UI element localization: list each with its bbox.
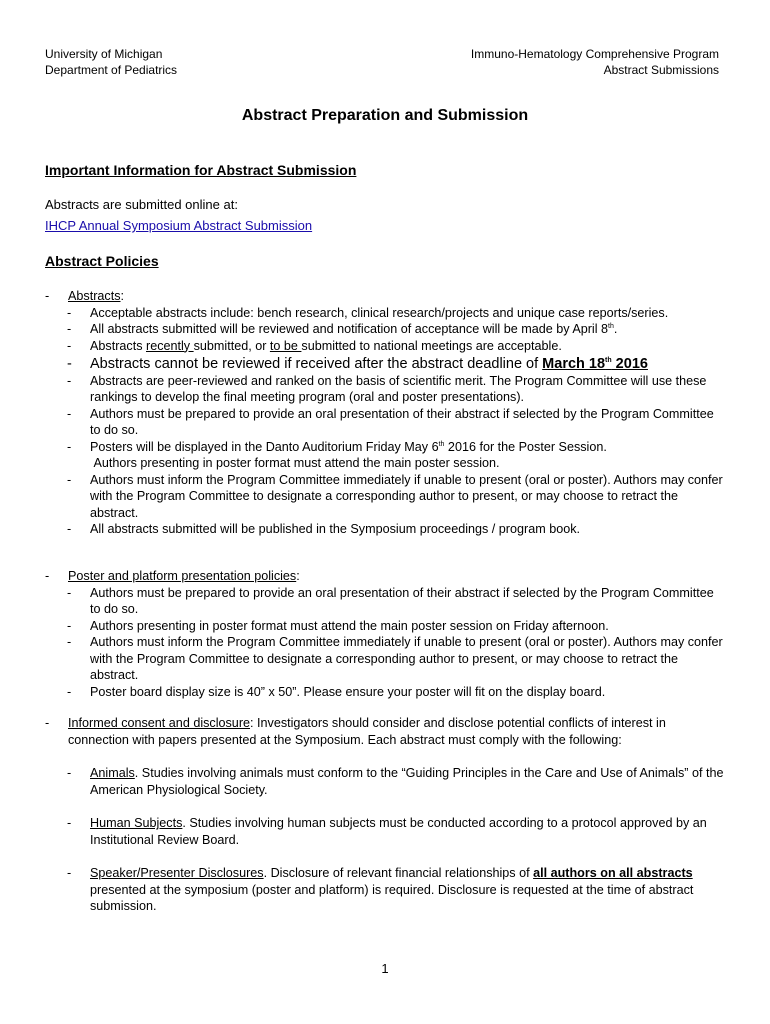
list-item: - Authors must be prepared to provide an oral presentation of their abstract if selected by the Program Committee to do so. — [67, 585, 714, 616]
speaker-disclosure-item: - Speaker/Presenter Disclosures. Disclosure of relevant financial relationships of all authors on all abstracts presented at the symposium (poster and platform) is required. Disclosure is requested at the time of abstract submission. — [67, 866, 694, 913]
section-heading-policies: Abstract Policies — [45, 253, 159, 269]
page-title: Abstract Preparation and Submission — [241, 107, 529, 124]
header-program: Immuno-Hematology Comprehensive Program — [470, 47, 719, 61]
deadline-date: March 18 — [542, 356, 606, 372]
list-item: - Authors must inform the Program Committee immediately if unable to present (oral or poster). Authors may confer with the Program Committee to designate a corresponding author to present, or may choose to retract the abstract. — [67, 635, 723, 682]
list-item: - All abstracts submitted will be published in the Symposium proceedings / program book. — [67, 522, 581, 536]
list-item: - Abstracts recently submitted, or to be submitted to national meetings are acceptable. — [67, 338, 562, 353]
list-item: - Posters will be displayed in the Danto Auditorium Friday May 6th 2016 for the Poster Session. Authors presenting in poster format must attend the main poster session. — [67, 439, 607, 470]
header-left — [45, 46, 177, 78]
abstracts-label: Abstracts — [68, 289, 121, 303]
list-item: - Poster board display size is 40” x 50”. Please ensure your poster will fit on the display board. — [67, 684, 606, 699]
animals-item: - Animals. Studies involving animals must conform to the “Guiding Principles in the Care and Use of Animals” of the American Physiological Society. — [67, 766, 724, 797]
poster-label: Poster and platform presentation policies — [68, 569, 297, 583]
poster-block — [45, 568, 725, 700]
page-number: 1 — [381, 961, 389, 976]
header-right — [471, 46, 719, 78]
header-department: Department of Pediatrics — [45, 63, 178, 77]
list-item: - Authors must inform the Program Committee immediately if unable to present (oral or poster). Authors may confer with the Program Committee to designate a corresponding author to present, or may choose to retract the abstract. — [67, 472, 723, 520]
submission-intro: Abstracts are submitted online at: — [45, 197, 238, 212]
consent-item: - Informed consent and disclosure: Investigators should consider and disclose potential conflicts of interest in connection with papers presented at the Symposium. Each abstract must comply with the following: — [45, 716, 666, 747]
abstracts-item: - Abstracts: — [45, 289, 124, 303]
submission-link-wrap — [45, 218, 312, 233]
list-item: - Authors presenting in poster format must attend the main poster session on Friday afternoon. — [67, 618, 609, 633]
human-subjects-item: - Human Subjects. Studies involving human subjects must be conducted according to a protocol approved by an Institutional Review Board. — [67, 816, 707, 847]
consent-block — [45, 715, 725, 915]
abstracts-block — [45, 288, 725, 538]
section-heading-important: Important Information for Abstract Submission — [45, 162, 357, 178]
consent-label: Informed consent and disclosure — [68, 716, 251, 730]
header-doc-type: Abstract Submissions — [603, 63, 719, 77]
deadline-item: - Abstracts cannot be reviewed if received after the abstract deadline of March 18th 2016 — [67, 356, 648, 372]
list-item: - Acceptable abstracts include: bench research, clinical research/projects and unique case reports/series. — [67, 305, 669, 320]
header-university: University of Michigan — [45, 47, 163, 61]
list-item: - All abstracts submitted will be reviewed and notification of acceptance will be made by April 8th. — [67, 322, 618, 336]
list-item: - Authors must be prepared to provide an oral presentation of their abstract if selected by the Program Committee to do so. — [67, 406, 714, 437]
list-item: - Abstracts are peer-reviewed and ranked on the basis of scientific merit. The Program Committee will use these rankings to develop the final meeting program (oral and poster presentations). — [67, 373, 707, 404]
poster-item: - Poster and platform presentation policies: — [45, 569, 300, 583]
submission-link[interactable]: IHCP Annual Symposium Abstract Submission — [45, 218, 313, 233]
